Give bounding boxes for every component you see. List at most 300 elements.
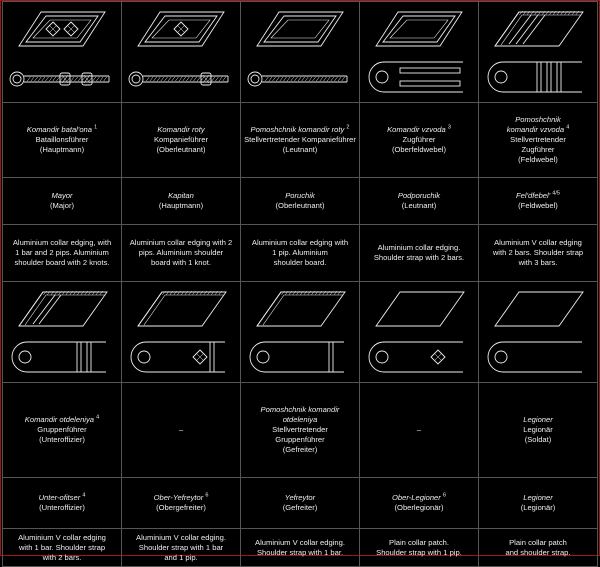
rank-name-line <box>360 493 478 503</box>
cord-twist <box>331 77 334 81</box>
cord-twist <box>327 77 330 81</box>
line-text: (Oberleutnant) <box>156 145 206 154</box>
rank-row <box>3 178 598 225</box>
title-line <box>3 125 121 135</box>
description-line: with 1 bar. Shoulder strap <box>18 542 106 552</box>
strap-bar <box>537 62 541 92</box>
line-text: (Leutnant) <box>282 145 318 154</box>
insignia-row <box>3 2 598 103</box>
cord-twist <box>31 77 34 81</box>
cord-twist <box>157 77 160 81</box>
cord-twist <box>215 77 218 81</box>
cord-twist <box>53 77 56 81</box>
description-line: Shoulder strap with 2 bars. <box>373 253 465 262</box>
collar-patch-icon <box>19 12 105 46</box>
title-cell <box>3 383 122 478</box>
line-text: Pomoshchnik komandir roty <box>250 125 345 134</box>
line-text: otdeleniya <box>282 415 318 424</box>
line-text: Zugführer <box>521 145 555 154</box>
collar-patch-icon <box>376 12 462 46</box>
collar-patch-outline <box>257 12 343 46</box>
line-text: (Oberfeldwebel) <box>391 145 447 154</box>
cord-twist <box>320 77 323 81</box>
button-icon <box>495 351 507 363</box>
insignia-cell <box>122 282 241 383</box>
cord-twist <box>161 77 164 81</box>
title-line <box>479 125 597 135</box>
collar-v-edging <box>257 292 345 326</box>
insignia-cell <box>360 282 479 383</box>
cord-twist <box>56 77 59 81</box>
insignia-row <box>3 282 598 383</box>
title-line <box>122 145 240 155</box>
insignia-drawing <box>241 284 359 380</box>
description-line: 1 bar and 2 pips. Aluminium <box>15 248 109 257</box>
title-row <box>3 383 598 478</box>
title-line <box>479 415 597 425</box>
description-cell <box>3 529 122 567</box>
rank-name-line <box>122 201 240 211</box>
collar-v-edging <box>263 295 343 325</box>
title-line <box>3 415 121 425</box>
collar-v-edging <box>19 292 107 326</box>
rank-name-line <box>479 191 597 201</box>
description-cell <box>360 225 479 282</box>
cord-twist <box>265 77 268 81</box>
line-text: (Major) <box>49 201 75 210</box>
shoulder-strap-icon <box>488 62 582 92</box>
cord-twist <box>338 77 341 81</box>
rank-cell <box>360 478 479 529</box>
title-line <box>479 135 597 145</box>
line-text: (Oberlegionär) <box>394 503 444 512</box>
cord-twist <box>334 77 337 81</box>
cord-twist <box>186 77 189 81</box>
description-line: Aluminium collar edging, with <box>12 238 112 247</box>
button-icon <box>495 71 507 83</box>
collar-v-edging <box>25 295 105 325</box>
line-text: Komandir otdeleniya <box>24 415 95 424</box>
collar-v-edging <box>144 295 224 325</box>
rank-name-line <box>479 503 597 513</box>
cord-twist <box>168 77 171 81</box>
title-line <box>360 135 478 145</box>
line-text: Legioner <box>523 415 553 424</box>
line-text: (Hauptmann) <box>158 201 204 210</box>
cord-twist <box>273 77 276 81</box>
cord-twist <box>96 77 99 81</box>
insignia-drawing <box>360 284 478 380</box>
title-cell <box>241 103 360 178</box>
line-text: (Soldat) <box>524 435 552 444</box>
collar-patch-icon <box>376 292 464 326</box>
cord-twist <box>269 77 272 81</box>
title-line <box>479 115 597 125</box>
title-line <box>360 425 478 435</box>
rank-cell <box>3 478 122 529</box>
line-text: Komandir batal'ona <box>26 125 92 134</box>
title-line <box>241 145 359 155</box>
rank-name-line <box>241 201 359 211</box>
title-line <box>479 435 597 445</box>
collar-v-edging <box>501 15 581 45</box>
description-line: shoulder board with 2 knots. <box>14 258 110 267</box>
insignia-drawing <box>479 4 597 100</box>
rank-name-line <box>360 191 478 201</box>
rank-name-line <box>241 503 359 513</box>
cord-twist <box>302 77 305 81</box>
collar-patch-outline <box>257 292 345 326</box>
cord-twist <box>183 77 186 81</box>
cord-twist <box>284 77 287 81</box>
cord-twist <box>100 77 103 81</box>
strap-outline <box>369 342 463 372</box>
strap-bar <box>210 342 214 372</box>
line-text: (Unteroffizier) <box>39 435 85 444</box>
cord-twist <box>294 77 297 81</box>
insignia-drawing <box>122 4 240 100</box>
line-text: Komandir roty <box>157 125 205 134</box>
collar-bar <box>39 295 61 324</box>
cord-twist <box>342 77 345 81</box>
rank-cell <box>479 478 598 529</box>
line-text: – <box>178 425 184 434</box>
line-text: Legionär <box>523 425 553 434</box>
footnote-marker: 2 <box>346 124 350 131</box>
insignia-drawing <box>122 284 240 380</box>
shoulder-strap-icon <box>369 342 463 372</box>
line-text: (Legionär) <box>520 503 556 512</box>
collar-v-edging <box>495 12 583 46</box>
line-text: (Feldwebel) <box>518 155 558 164</box>
title-line <box>3 145 121 155</box>
shoulder-strap-icon <box>129 72 228 86</box>
footnote-marker: 6 <box>442 492 447 499</box>
cord-twist <box>212 77 215 81</box>
collar-patch-outline <box>19 292 107 326</box>
title-line <box>241 125 359 135</box>
title-cell <box>360 103 479 178</box>
description-cell <box>122 225 241 282</box>
description-line: 1 pip. Aluminium <box>272 248 328 257</box>
description-row <box>3 225 598 282</box>
rank-name-line <box>122 493 240 503</box>
collar-patch-outline <box>19 12 105 46</box>
insignia-cell <box>241 282 360 383</box>
insignia-cell <box>479 282 598 383</box>
line-text: (Leutnant) <box>401 201 437 210</box>
line-text: Fel'dfebel' <box>516 191 551 200</box>
description-line: board with 1 knot. <box>151 258 211 267</box>
cord-twist <box>60 77 63 81</box>
rank-insignia-table <box>2 1 598 567</box>
description-cell <box>479 225 598 282</box>
collar-patch-icon <box>495 11 583 46</box>
cord-twist <box>190 77 193 81</box>
title-line <box>241 135 359 145</box>
insignia-drawing <box>241 4 359 100</box>
title-cell <box>479 103 598 178</box>
button-outline <box>129 72 143 86</box>
description-cell <box>479 529 598 567</box>
line-text: Pomoshchnik <box>515 115 561 124</box>
footnote-marker: 4 <box>96 414 100 421</box>
strap-outline <box>369 62 463 92</box>
insignia-cell <box>479 2 598 103</box>
collar-patch-outline <box>138 292 226 326</box>
collar-bar <box>523 15 545 44</box>
cord-twist <box>305 77 308 81</box>
title-cell <box>122 103 241 178</box>
title-line <box>3 435 121 445</box>
rank-cell <box>241 178 360 225</box>
cord-twist <box>49 77 52 81</box>
description-cell <box>3 225 122 282</box>
description-line: Shoulder strap with 1 pip. <box>376 547 462 557</box>
rank-name-line <box>479 201 597 211</box>
description-line: with 2 bars. Shoulder strap <box>492 248 584 257</box>
line-text: Pomoshchnik komandir <box>260 405 340 414</box>
strap-bar <box>557 62 561 92</box>
cord-twist <box>197 77 200 81</box>
description-cell <box>241 529 360 567</box>
description-line: Aluminium V collar edging. <box>136 532 226 542</box>
rank-name-line <box>241 493 359 503</box>
line-text: Poruchik <box>285 191 315 200</box>
description-line: Aluminium collar edging with <box>251 238 349 247</box>
collar-edging-line <box>390 20 448 38</box>
rank-cell <box>241 478 360 529</box>
insignia-cell <box>122 2 241 103</box>
shoulder-strap-icon <box>10 72 109 86</box>
line-text: Stellvertretender Kompanieführer <box>244 135 356 144</box>
cord-twist <box>150 77 153 81</box>
rank-name-line <box>241 191 359 201</box>
collar-patch-outline <box>376 292 464 326</box>
shoulder-strap-icon <box>369 62 463 92</box>
description-line: with 3 bars. <box>518 258 558 267</box>
title-line <box>122 135 240 145</box>
description-line: Aluminium V collar edging. <box>255 537 345 547</box>
button-icon <box>376 351 388 363</box>
line-text: Zugführer <box>402 135 436 144</box>
strap-outline <box>250 342 344 372</box>
line-text: (Hauptmann) <box>39 145 85 154</box>
title-line <box>241 415 359 425</box>
title-cell <box>122 383 241 478</box>
rank-cell <box>360 178 479 225</box>
title-cell <box>241 383 360 478</box>
title-line <box>122 125 240 135</box>
rank-cell <box>122 478 241 529</box>
strap-bar <box>400 81 460 86</box>
title-line <box>479 155 597 165</box>
rank-name-line <box>3 503 121 513</box>
title-line <box>360 145 478 155</box>
cord-twist <box>223 77 226 81</box>
collar-patch-icon <box>138 12 224 46</box>
cord-twist <box>309 77 312 81</box>
shoulder-strap-icon <box>12 342 106 372</box>
strap-bar <box>77 342 81 372</box>
cord-twist <box>35 77 38 81</box>
description-line: shoulder board. <box>273 258 327 267</box>
collar-patch-outline <box>495 292 583 326</box>
rank-name-line <box>360 201 478 211</box>
button-icon <box>13 75 21 83</box>
cord-twist <box>316 77 319 81</box>
rank-name-line <box>122 503 240 513</box>
shoulder-strap-icon <box>250 342 344 372</box>
collar-edging-line <box>271 20 329 38</box>
footnote-marker: 4 <box>82 492 86 499</box>
cord-twist <box>175 77 178 81</box>
insignia-cell <box>360 2 479 103</box>
title-line <box>241 405 359 415</box>
rank-name-line <box>122 191 240 201</box>
footnote-marker: 4 <box>566 124 570 131</box>
collar-patch-icon <box>257 12 343 46</box>
description-line: pips. Aluminium shoulder <box>138 248 224 257</box>
cord-twist <box>146 77 149 81</box>
title-cell <box>479 383 598 478</box>
title-line <box>3 425 121 435</box>
collar-bar <box>509 15 531 44</box>
line-text: Ober-Yefreytor <box>153 493 204 502</box>
line-text: Kapitan <box>168 191 194 200</box>
title-line <box>360 125 478 135</box>
button-icon <box>376 71 388 83</box>
line-text: Stellvertretender <box>272 425 328 434</box>
cord-twist <box>42 77 45 81</box>
rank-cell <box>479 178 598 225</box>
description-line: Plain collar patch <box>509 537 567 547</box>
footnote-marker: 3 <box>447 124 451 131</box>
button-icon <box>138 351 150 363</box>
button-icon <box>19 351 31 363</box>
collar-bar <box>33 295 55 324</box>
cord-twist <box>165 77 168 81</box>
cord-twist <box>38 77 41 81</box>
title-line <box>122 425 240 435</box>
description-line: and shoulder strap. <box>505 547 571 557</box>
description-line: Shoulder strap with 1 bar. <box>256 547 344 557</box>
cord-twist <box>194 77 197 81</box>
collar-v-edging <box>138 292 226 326</box>
rank-cell <box>122 178 241 225</box>
description-line: with 2 bars. <box>42 552 82 562</box>
rank-cell <box>3 178 122 225</box>
description-line: Plain collar patch. <box>389 537 449 547</box>
title-row <box>3 103 598 178</box>
line-text: Ober-Legioner <box>391 493 441 502</box>
rank-name-line <box>3 191 121 201</box>
description-cell <box>241 225 360 282</box>
cord-twist <box>324 77 327 81</box>
footnote-marker: 1 <box>94 124 98 131</box>
line-text: Yefreytor <box>284 493 316 502</box>
rank-name-line <box>3 201 121 211</box>
collar-patch-icon <box>257 291 345 326</box>
collar-patch-icon <box>495 292 583 326</box>
line-text: Gruppenführer <box>275 435 325 444</box>
rank-name-line <box>479 493 597 503</box>
cord-twist <box>27 77 30 81</box>
line-text: Bataillonsführer <box>35 135 89 144</box>
title-line <box>479 145 597 155</box>
line-text: Stellvertretender <box>510 135 566 144</box>
button-icon <box>132 75 140 83</box>
cord-twist <box>280 77 283 81</box>
strap-bar <box>547 62 551 92</box>
cord-twist <box>172 77 175 81</box>
collar-patch-icon <box>138 291 226 326</box>
strap-outline <box>131 342 225 372</box>
strap-bar <box>87 342 91 372</box>
description-line: Aluminium V collar edging <box>494 238 582 247</box>
collar-patch-icon <box>19 291 107 326</box>
cord-twist <box>104 77 107 81</box>
collar-edging-line <box>33 20 91 38</box>
line-text: (Feldwebel) <box>518 201 558 210</box>
shoulder-strap-icon <box>488 342 582 372</box>
cord-twist <box>78 77 81 81</box>
title-cell <box>3 103 122 178</box>
cord-twist <box>46 77 49 81</box>
line-text: (Unteroffizier) <box>39 503 85 512</box>
description-line: Aluminium collar edging. <box>377 243 461 252</box>
button-icon <box>251 75 259 83</box>
description-cell <box>122 529 241 567</box>
insignia-drawing <box>479 284 597 380</box>
shoulder-strap-icon <box>248 72 347 86</box>
description-row <box>3 529 598 567</box>
insignia-drawing <box>3 284 121 380</box>
line-text: (Obergefreiter) <box>156 503 206 512</box>
insignia-cell <box>241 2 360 103</box>
cord-twist <box>298 77 301 81</box>
cord-twist <box>71 77 74 81</box>
button-outline <box>248 72 262 86</box>
rank-name-line <box>360 503 478 513</box>
rank-row <box>3 478 598 529</box>
line-text: (Gefreiter) <box>282 503 318 512</box>
line-text: Legioner <box>523 493 553 502</box>
line-text: komandir vzvoda <box>506 125 565 134</box>
collar-patch-outline <box>495 12 583 46</box>
footnote-marker: 4/5 <box>552 190 560 197</box>
line-text: – <box>416 425 422 434</box>
cord-twist <box>93 77 96 81</box>
line-text: Mayor <box>51 191 73 200</box>
line-text: Podporuchik <box>397 191 441 200</box>
cord-twist <box>75 77 78 81</box>
cord-twist <box>287 77 290 81</box>
title-line <box>3 135 121 145</box>
description-line: Aluminium collar edging with 2 <box>129 238 233 247</box>
insignia-drawing <box>3 4 121 100</box>
strap-bar <box>400 68 460 73</box>
cord-twist <box>291 77 294 81</box>
rank-name-line <box>3 493 121 503</box>
title-line <box>241 435 359 445</box>
title-line <box>241 425 359 435</box>
description-line: and 1 pip. <box>164 552 198 562</box>
strap-outline <box>488 342 582 372</box>
cord-twist <box>276 77 279 81</box>
footnote-marker: 6 <box>205 492 209 499</box>
cord-twist <box>154 77 157 81</box>
